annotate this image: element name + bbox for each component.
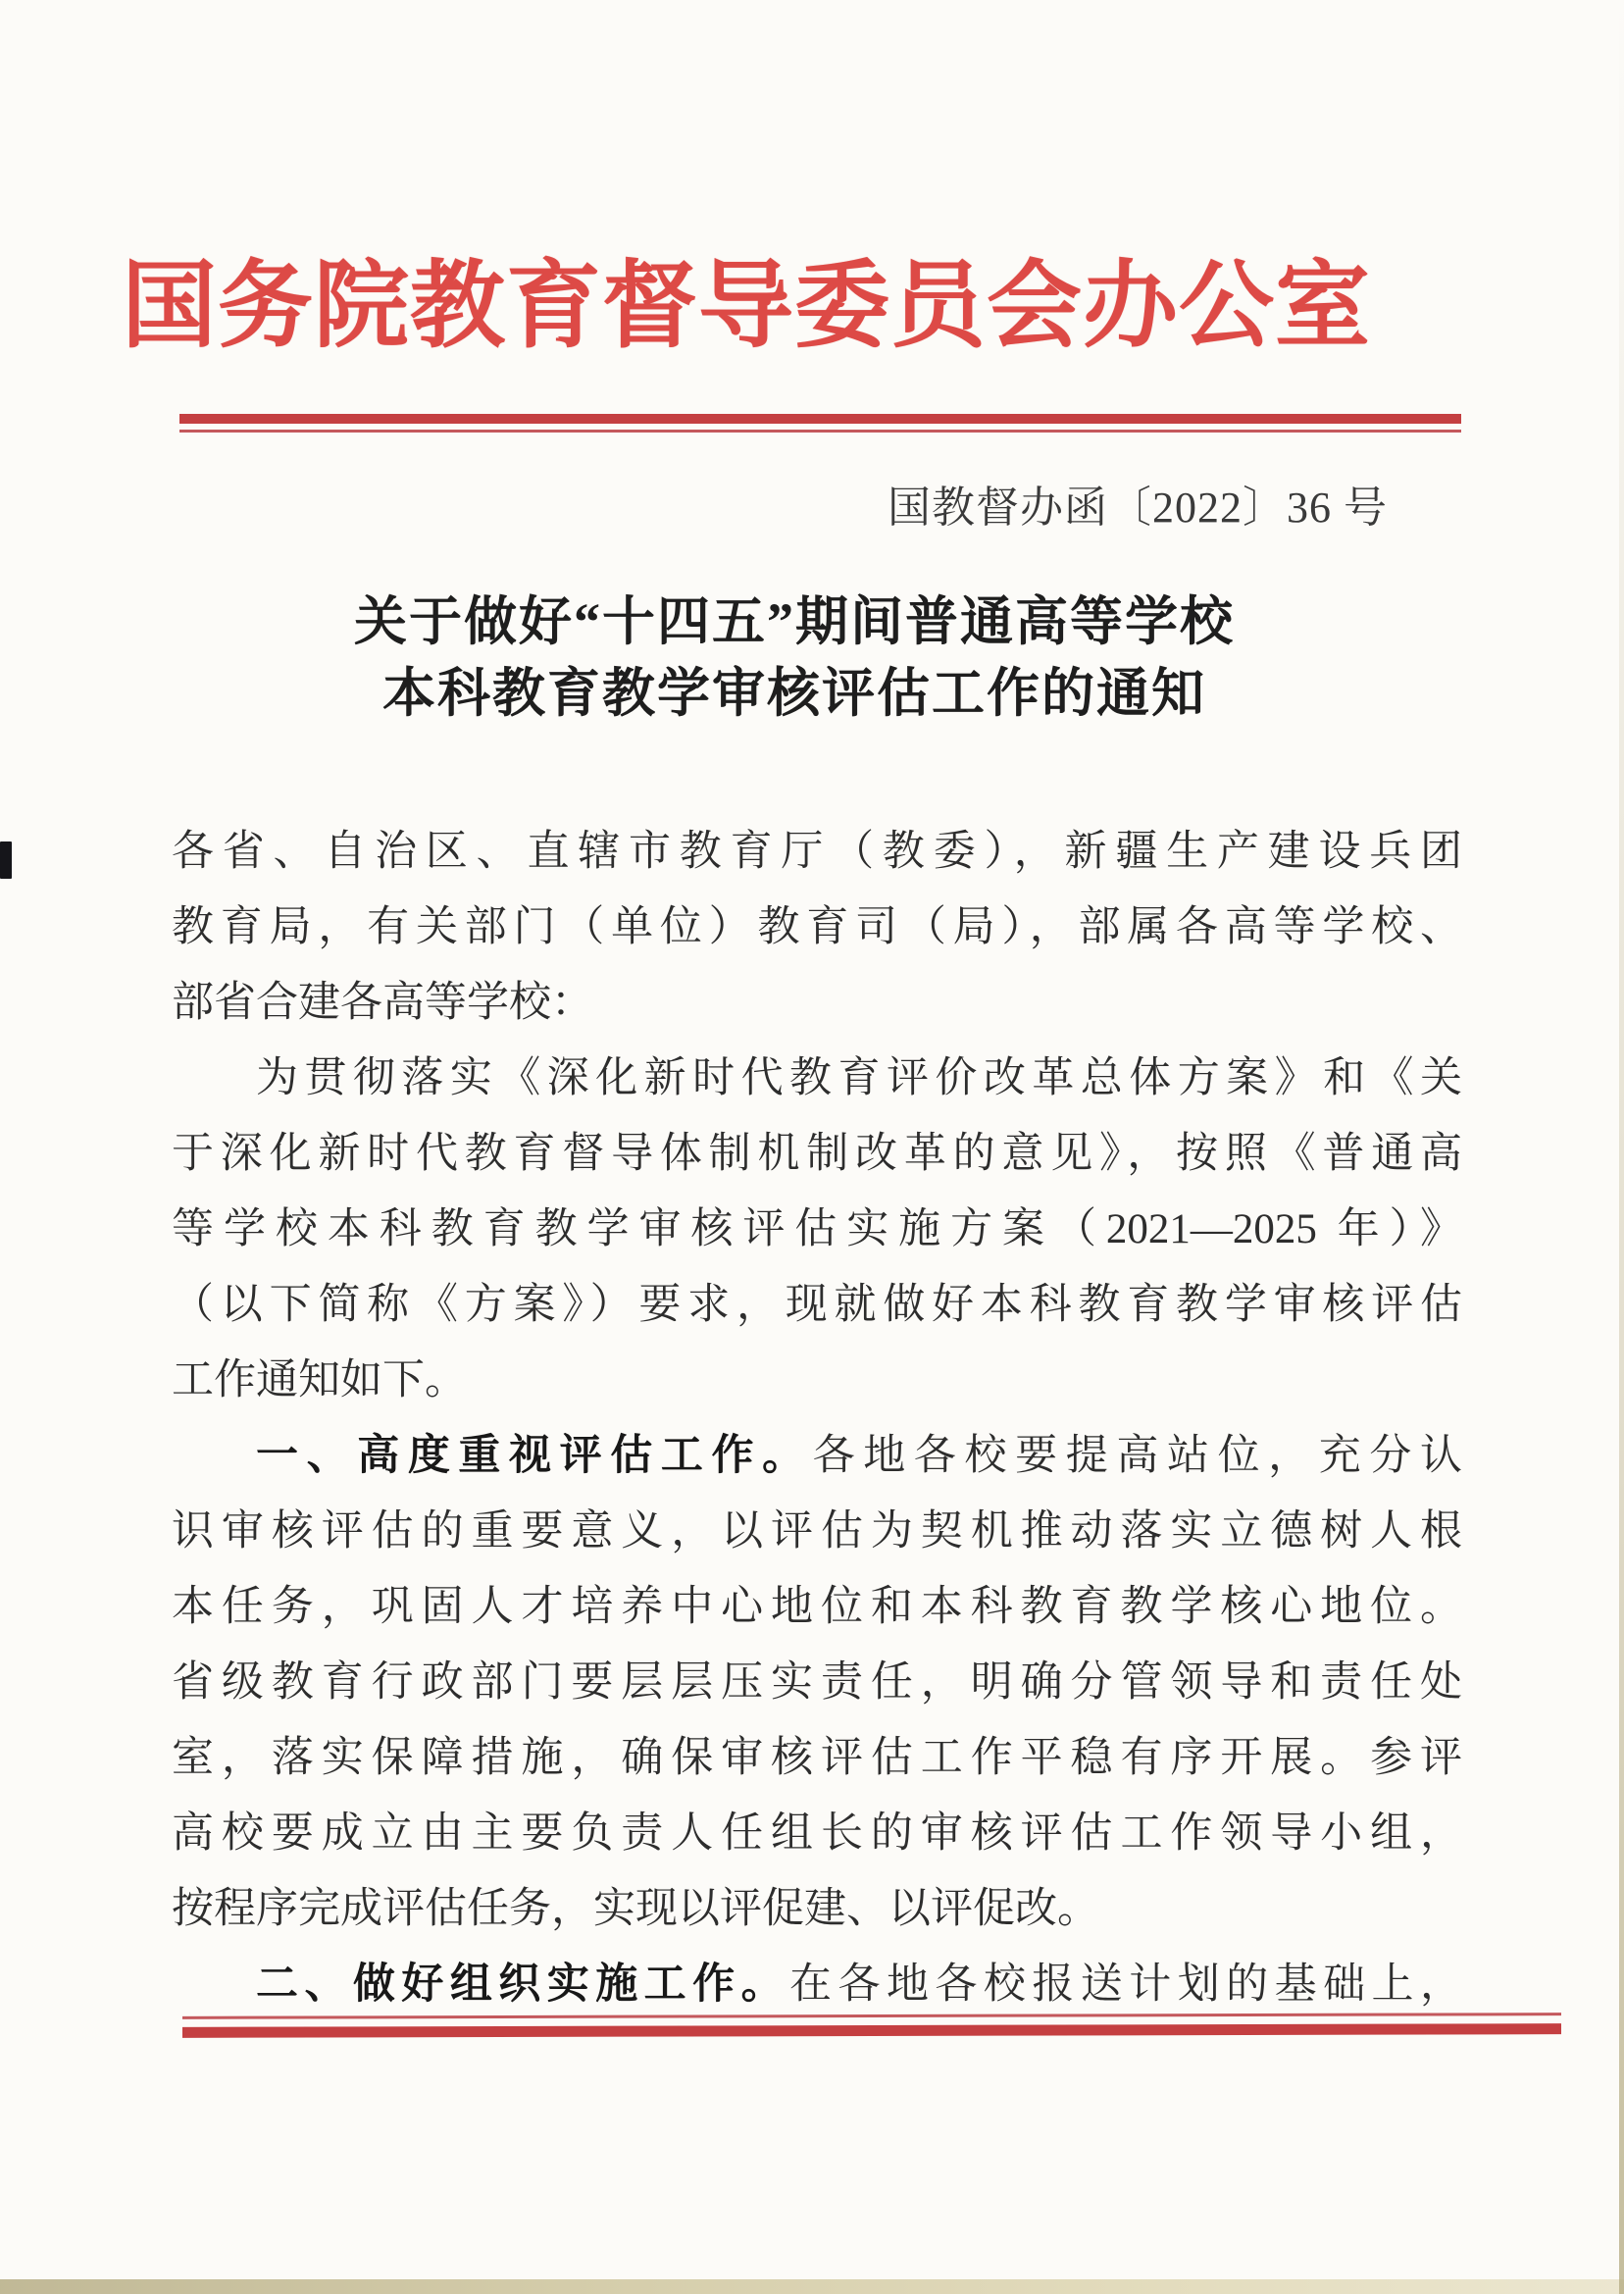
scan-edge-right (1619, 0, 1624, 2294)
scan-artifact-mark (0, 841, 12, 879)
letterhead-org-name: 国务院教育督导委员会办公室 (122, 254, 1371, 359)
text-run: 按程序完成评估任务，实现以评促建、以评促改。 (172, 1886, 1099, 1932)
text-run: 本任务，巩固人才培养中心地位和本科教育教学核心地位。 (172, 1584, 1462, 1630)
footer-rule-thick (182, 2023, 1561, 2038)
body-line (172, 1267, 1462, 1343)
body-line (172, 1720, 1462, 1796)
text-run: 识审核评估的重要意义，以评估为契机推动落实立德树人根 (172, 1508, 1462, 1555)
section-heading-run: 一、高度重视评估工作。 (256, 1432, 813, 1479)
text-run: （以下简称《方案》）要求，现就做好本科教育教学审核评估 (172, 1282, 1462, 1328)
body-line (172, 1343, 1462, 1418)
document-body (172, 814, 1462, 2022)
body-line (172, 1569, 1462, 1645)
text-run: 各省、自治区、直辖市教育厅（教委），新疆生产建设兵团 (172, 829, 1462, 875)
scan-edge-bottom (0, 2279, 1624, 2294)
text-run: 室，落实保障措施，确保审核评估工作平稳有序开展。参评 (172, 1735, 1462, 1781)
text-run: 高校要成立由主要负责人任组长的审核评估工作领导小组， (172, 1810, 1462, 1857)
document-number: 国教督办函〔2022〕36 号 (888, 484, 1388, 532)
body-line (172, 1192, 1462, 1267)
text-run: 省级教育行政部门要层层压实责任，明确分管领导和责任处 (172, 1659, 1462, 1706)
text-run: 在各地各校报送计划的基础上， (789, 1962, 1462, 2008)
text-run: 等学校本科教育教学审核评估实施方案（2021—2025 年）》 (172, 1206, 1462, 1252)
text-run: 各地各校要提高站位，充分认 (812, 1433, 1462, 1479)
body-line (172, 1041, 1462, 1116)
document-title-line2: 本科教育教学审核评估工作的通知 (382, 664, 1206, 723)
text-run: 于深化新时代教育督导体制机制改革的意见》，按照《普通高 (172, 1131, 1462, 1177)
body-line (172, 1871, 1462, 1947)
letterhead-rule-thin (179, 430, 1461, 433)
body-line (172, 1494, 1462, 1569)
body-line (172, 1116, 1462, 1192)
body-line (172, 1796, 1462, 1871)
body-line (172, 1418, 1462, 1494)
text-run: 教育局，有关部门（单位）教育司（局），部属各高等学校、 (172, 904, 1462, 950)
body-line (172, 890, 1462, 965)
text-run: 部省合建各高等学校： (172, 980, 593, 1026)
section-heading-run: 二、做好组织实施工作。 (256, 1961, 790, 2008)
text-run: 为贯彻落实《深化新时代教育评价改革总体方案》和《关 (256, 1055, 1462, 1101)
body-line (172, 1947, 1462, 2022)
body-line (172, 1645, 1462, 1720)
document-title-line1: 关于做好“十四五”期间普通高等学校 (354, 592, 1235, 651)
letterhead-rule-thick (179, 414, 1461, 424)
body-line (172, 965, 1462, 1041)
body-line (172, 814, 1462, 890)
document-title (0, 586, 1589, 730)
text-run: 工作通知如下。 (172, 1357, 467, 1403)
